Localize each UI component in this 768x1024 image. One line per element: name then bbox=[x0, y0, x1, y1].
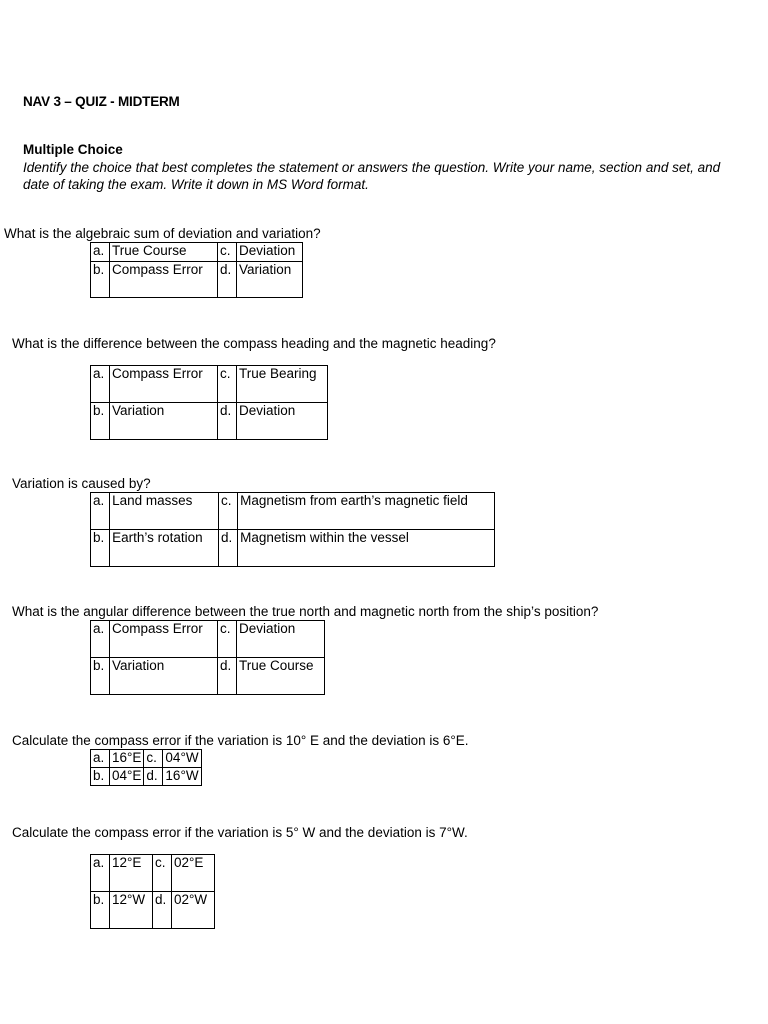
choices-row bbox=[91, 366, 328, 403]
choice-text: Magnetism from earth’s magnetic field bbox=[238, 493, 495, 530]
choice-letter: d. bbox=[218, 658, 237, 695]
choice-letter: d. bbox=[153, 892, 172, 929]
choice-text: Variation bbox=[110, 403, 218, 440]
question-5-text: Calculate the compass error if the variation is 10° E and the deviation is 6°E. bbox=[12, 733, 469, 748]
choice-letter: d. bbox=[218, 530, 237, 567]
question-1-choices bbox=[90, 242, 303, 298]
choice-text: True Course bbox=[237, 658, 325, 695]
choice-letter: b. bbox=[91, 262, 110, 298]
choice-text: 16°E bbox=[110, 750, 144, 768]
choice-letter: c. bbox=[144, 750, 163, 768]
choice-text: Variation bbox=[237, 262, 303, 298]
choice-text: Magnetism within the vessel bbox=[238, 530, 495, 567]
choice-text: 04°E bbox=[110, 768, 144, 786]
choice-text: 02°E bbox=[172, 855, 215, 892]
choices-row bbox=[91, 493, 495, 530]
choice-letter: d. bbox=[144, 768, 163, 786]
choice-letter: a. bbox=[91, 621, 110, 658]
question-6-text: Calculate the compass error if the variation is 5° W and the deviation is 7°W. bbox=[12, 825, 468, 840]
question-2-text: What is the difference between the compass heading and the magnetic heading? bbox=[12, 336, 496, 351]
choice-letter: a. bbox=[91, 243, 110, 262]
choice-letter: b. bbox=[91, 403, 110, 440]
choice-text: Deviation bbox=[237, 403, 328, 440]
choice-text: Compass Error bbox=[110, 621, 218, 658]
choice-text: 12°E bbox=[110, 855, 153, 892]
choices-row bbox=[91, 403, 328, 440]
choices-row bbox=[91, 855, 215, 892]
quiz-title: NAV 3 – QUIZ - MIDTERM bbox=[23, 94, 180, 109]
question-1-text: What is the algebraic sum of deviation and variation? bbox=[4, 226, 321, 241]
choice-text: True Bearing bbox=[237, 366, 328, 403]
choices-row bbox=[91, 262, 303, 298]
choice-text: 04°W bbox=[163, 750, 201, 768]
choice-text: True Course bbox=[110, 243, 218, 262]
choice-letter: c. bbox=[218, 621, 237, 658]
choice-text: 02°W bbox=[172, 892, 215, 929]
question-5-choices bbox=[90, 749, 202, 786]
choice-letter: c. bbox=[218, 493, 237, 530]
choice-text: Compass Error bbox=[110, 366, 218, 403]
question-4-text: What is the angular difference between the true north and magnetic north from the ship’s position? bbox=[12, 604, 599, 619]
choice-text: Deviation bbox=[237, 621, 325, 658]
choice-letter: c. bbox=[153, 855, 172, 892]
question-3-choices bbox=[90, 492, 495, 567]
choices-row bbox=[91, 658, 325, 695]
choice-letter: d. bbox=[218, 403, 237, 440]
choice-text: 16°W bbox=[163, 768, 201, 786]
instructions-text: Identify the choice that best completes the statement or answers the question. Write your name, section and set, and date of taking the exam. Write it down in MS Word format. bbox=[23, 160, 721, 192]
choice-letter: c. bbox=[218, 243, 237, 262]
choice-letter: a. bbox=[91, 493, 110, 530]
choice-letter: a. bbox=[91, 855, 110, 892]
choice-text: Compass Error bbox=[110, 262, 218, 298]
choice-letter: d. bbox=[218, 262, 237, 298]
question-6-choices bbox=[90, 854, 215, 929]
question-2-choices bbox=[90, 365, 328, 440]
question-4-choices bbox=[90, 620, 325, 695]
choices-row bbox=[91, 750, 202, 768]
choice-letter: b. bbox=[91, 530, 110, 567]
choice-letter: b. bbox=[91, 892, 110, 929]
choices-row bbox=[91, 530, 495, 567]
choices-row bbox=[91, 621, 325, 658]
choice-letter: b. bbox=[91, 768, 110, 786]
choice-text: Variation bbox=[110, 658, 218, 695]
choices-row bbox=[91, 243, 303, 262]
choice-letter: a. bbox=[91, 750, 110, 768]
choice-letter: b. bbox=[91, 658, 110, 695]
choices-row bbox=[91, 892, 215, 929]
choice-text: Deviation bbox=[237, 243, 303, 262]
choice-text: Earth’s rotation bbox=[110, 530, 219, 567]
question-3-text: Variation is caused by? bbox=[12, 476, 151, 491]
choice-text: Land masses bbox=[110, 493, 219, 530]
choice-text: 12°W bbox=[110, 892, 153, 929]
choice-letter: a. bbox=[91, 366, 110, 403]
choices-row bbox=[91, 768, 202, 786]
section-heading: Multiple Choice bbox=[23, 142, 123, 157]
choice-letter: c. bbox=[218, 366, 237, 403]
